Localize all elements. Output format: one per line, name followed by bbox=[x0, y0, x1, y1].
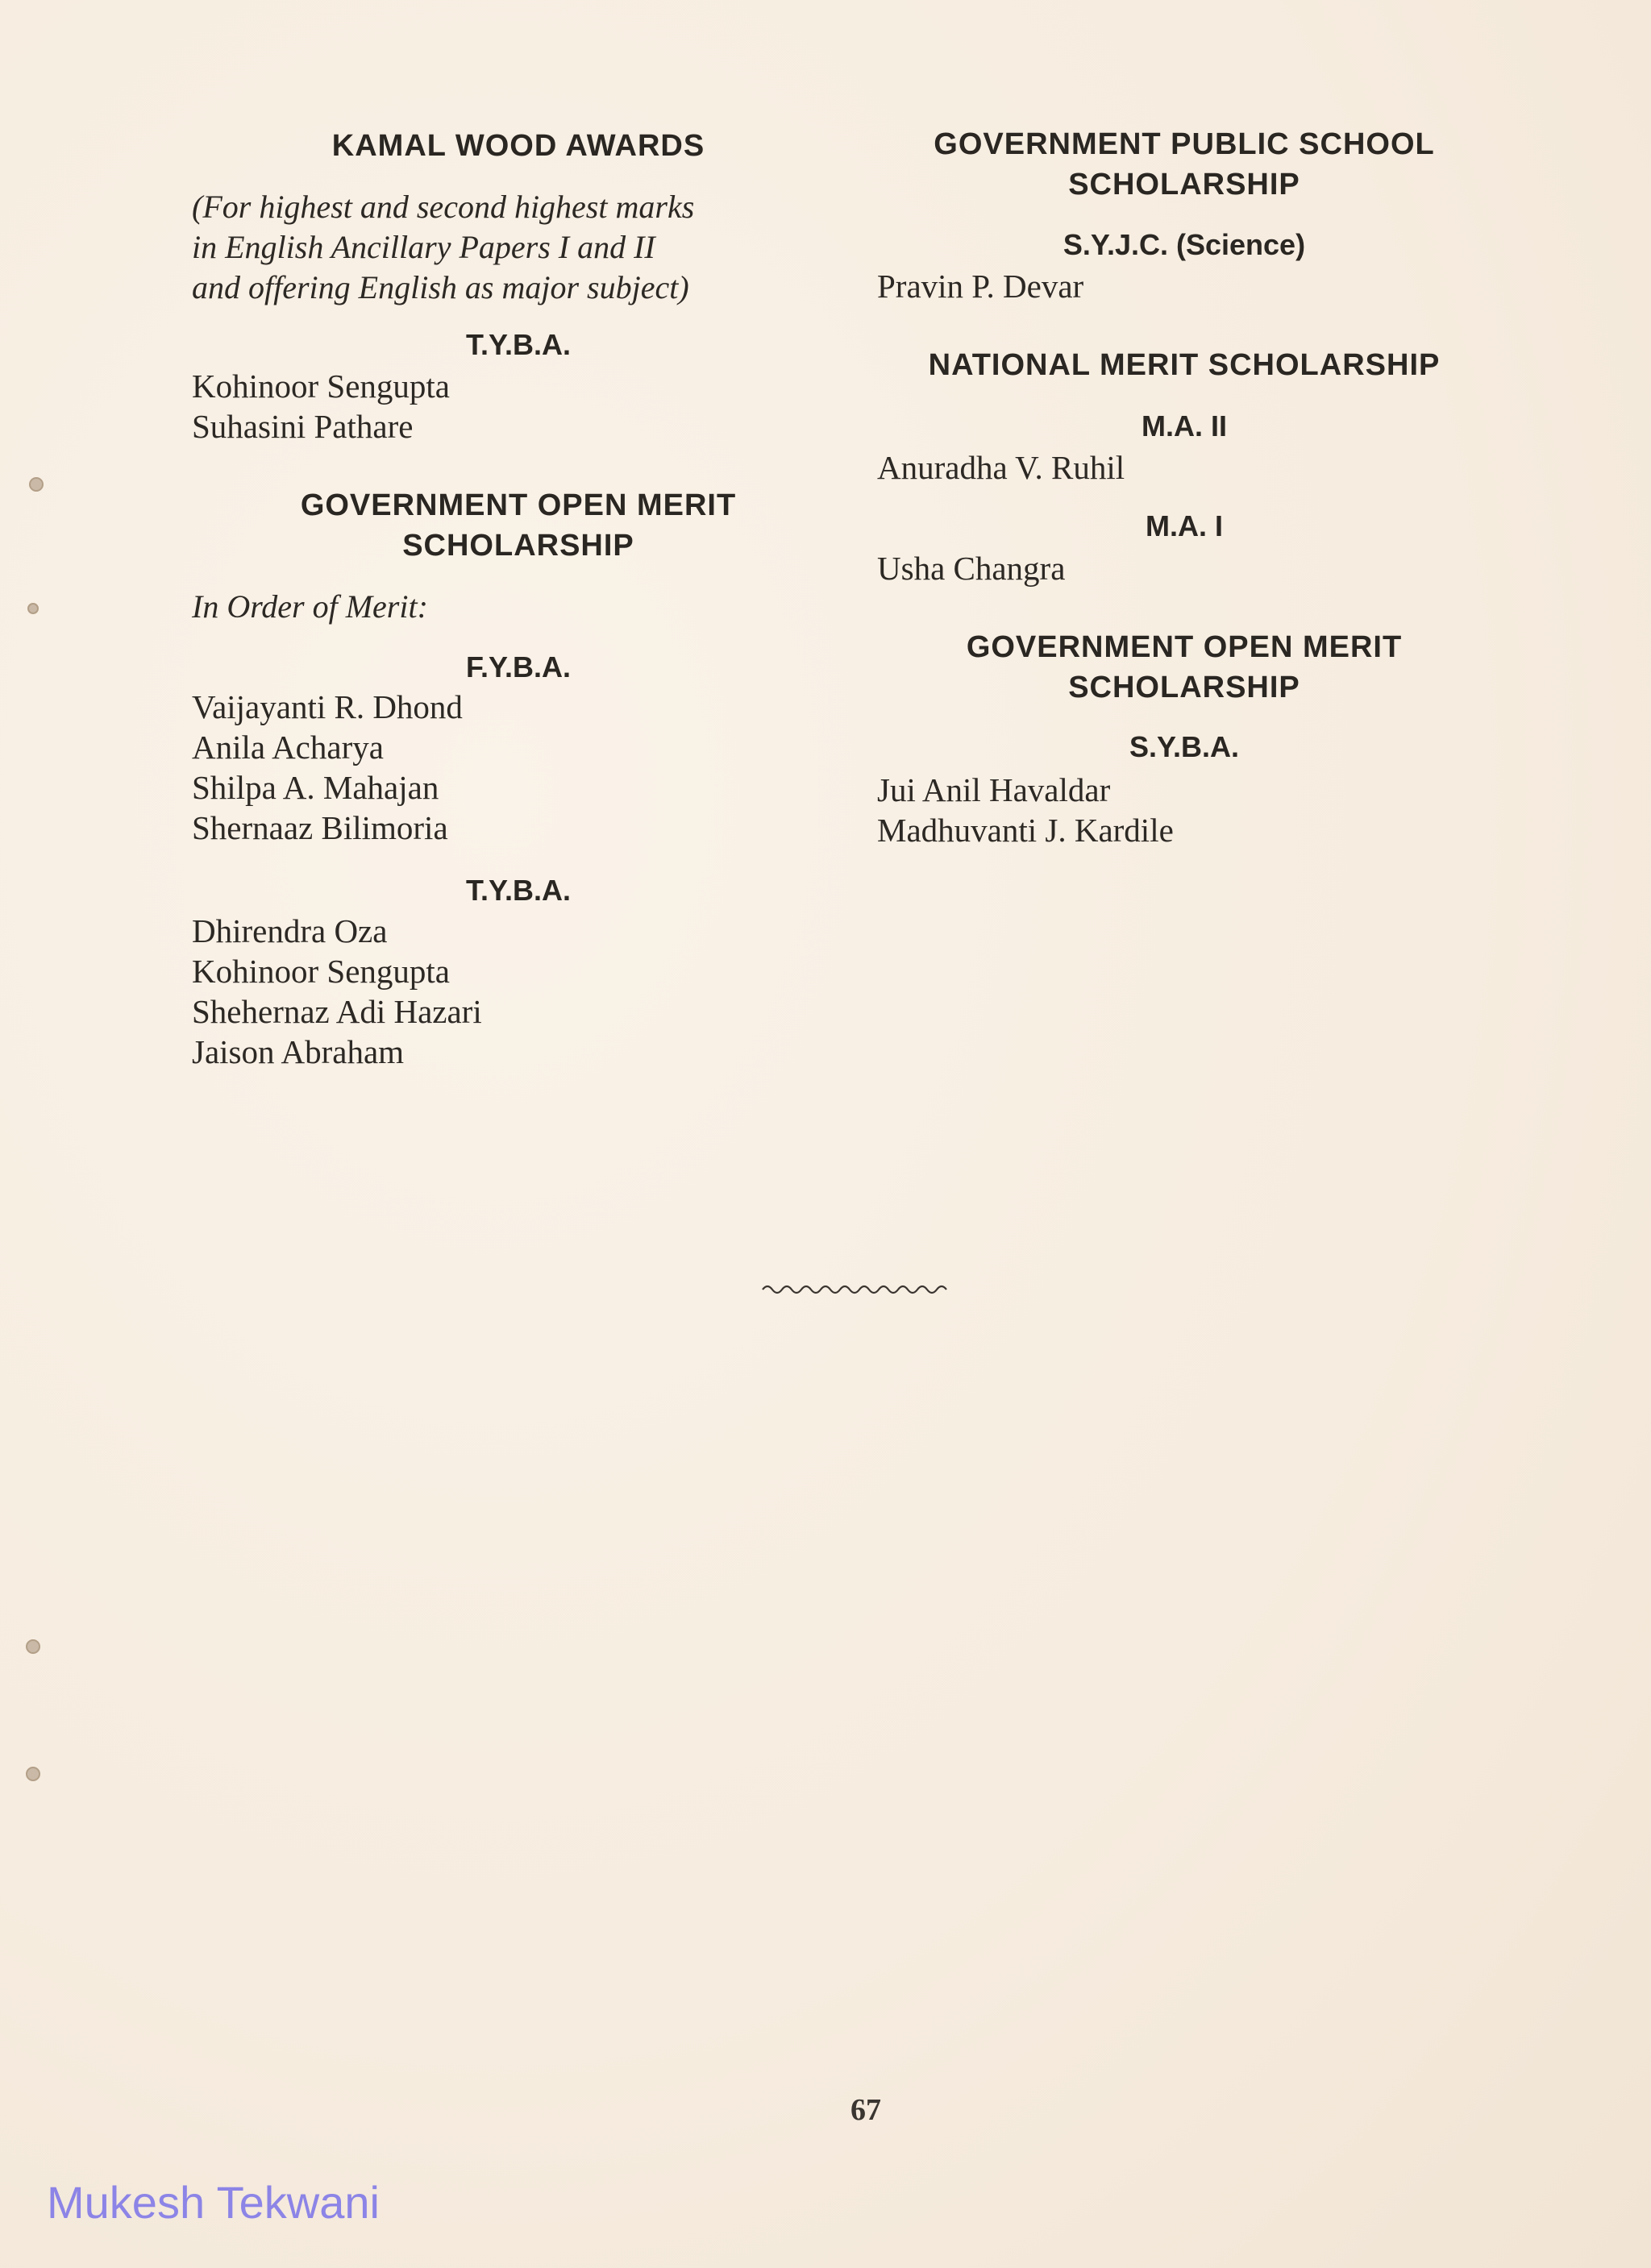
name-entry: Madhuvanti J. Kardile bbox=[877, 812, 1174, 849]
name-entry: Anuradha V. Ruhil bbox=[877, 449, 1125, 486]
name-entry: Suhasini Pathare bbox=[192, 408, 414, 445]
gov-public-school-heading: GOVERNMENT PUBLIC SCHOOL bbox=[934, 127, 1435, 161]
name-entry: Shehernaz Adi Hazari bbox=[192, 993, 482, 1030]
fyba-label: F.Y.B.A. bbox=[465, 650, 572, 683]
kamal-note-line: and offering English as major subject) bbox=[192, 269, 689, 305]
gov-public-name-list bbox=[877, 266, 1083, 306]
binder-hole bbox=[27, 603, 39, 614]
kamal-wood-awards-heading: KAMAL WOOD AWARDS bbox=[331, 129, 705, 163]
watermark-text: Mukesh Tekwani bbox=[47, 2177, 380, 2228]
gov-open-merit-heading-line2: SCHOLARSHIP bbox=[402, 529, 634, 563]
ma2-label: M.A. II bbox=[1142, 409, 1227, 442]
order-of-merit-note: In Order of Merit: bbox=[192, 588, 428, 625]
name-entry: Pravin P. Devar bbox=[877, 268, 1084, 305]
name-entry: Jaison Abraham bbox=[192, 1033, 405, 1070]
syba-label: S.Y.B.A. bbox=[1129, 730, 1240, 763]
fyba-name-list bbox=[192, 687, 463, 848]
kamal-class-label: T.Y.B.A. bbox=[465, 328, 572, 361]
name-entry: Anila Acharya bbox=[192, 729, 384, 766]
name-entry: Dhirendra Oza bbox=[192, 912, 388, 949]
ma1-label: M.A. I bbox=[1146, 509, 1223, 542]
gov-open-merit-heading: GOVERNMENT OPEN MERIT bbox=[300, 488, 737, 522]
ma2-name-list bbox=[877, 447, 1125, 488]
wavy-divider-ornament bbox=[761, 1281, 954, 1298]
kamal-name-list bbox=[192, 366, 450, 447]
name-entry: Kohinoor Sengupta bbox=[192, 368, 450, 405]
gov-open-merit-heading-right: GOVERNMENT OPEN MERIT bbox=[966, 630, 1403, 664]
name-entry: Vaijayanti R. Dhond bbox=[192, 688, 463, 725]
name-entry: Kohinoor Sengupta bbox=[192, 953, 450, 990]
name-entry: Jui Anil Havaldar bbox=[877, 771, 1111, 808]
binder-hole bbox=[26, 1639, 40, 1654]
name-entry: Shernaaz Bilimoria bbox=[192, 809, 448, 846]
syjc-science-label: S.Y.J.C. (Science) bbox=[1063, 228, 1306, 261]
binder-hole bbox=[26, 1767, 40, 1781]
gov-open-merit-heading-right-line2: SCHOLARSHIP bbox=[1068, 671, 1300, 704]
name-entry: Usha Changra bbox=[877, 550, 1066, 587]
kamal-note-line: (For highest and second highest marks bbox=[192, 189, 695, 225]
tyba-label: T.Y.B.A. bbox=[465, 874, 572, 907]
ma1-name-list bbox=[877, 548, 1065, 588]
national-merit-heading: NATIONAL MERIT SCHOLARSHIP bbox=[928, 348, 1441, 382]
syba-name-list bbox=[877, 770, 1174, 850]
name-entry: Shilpa A. Mahajan bbox=[192, 769, 439, 806]
binder-hole bbox=[29, 477, 44, 492]
gov-public-school-heading-line2: SCHOLARSHIP bbox=[1068, 168, 1300, 201]
kamal-note-line: in English Ancillary Papers I and II bbox=[192, 229, 655, 265]
page-number: 67 bbox=[850, 2093, 881, 2127]
tyba-name-list bbox=[192, 911, 482, 1072]
